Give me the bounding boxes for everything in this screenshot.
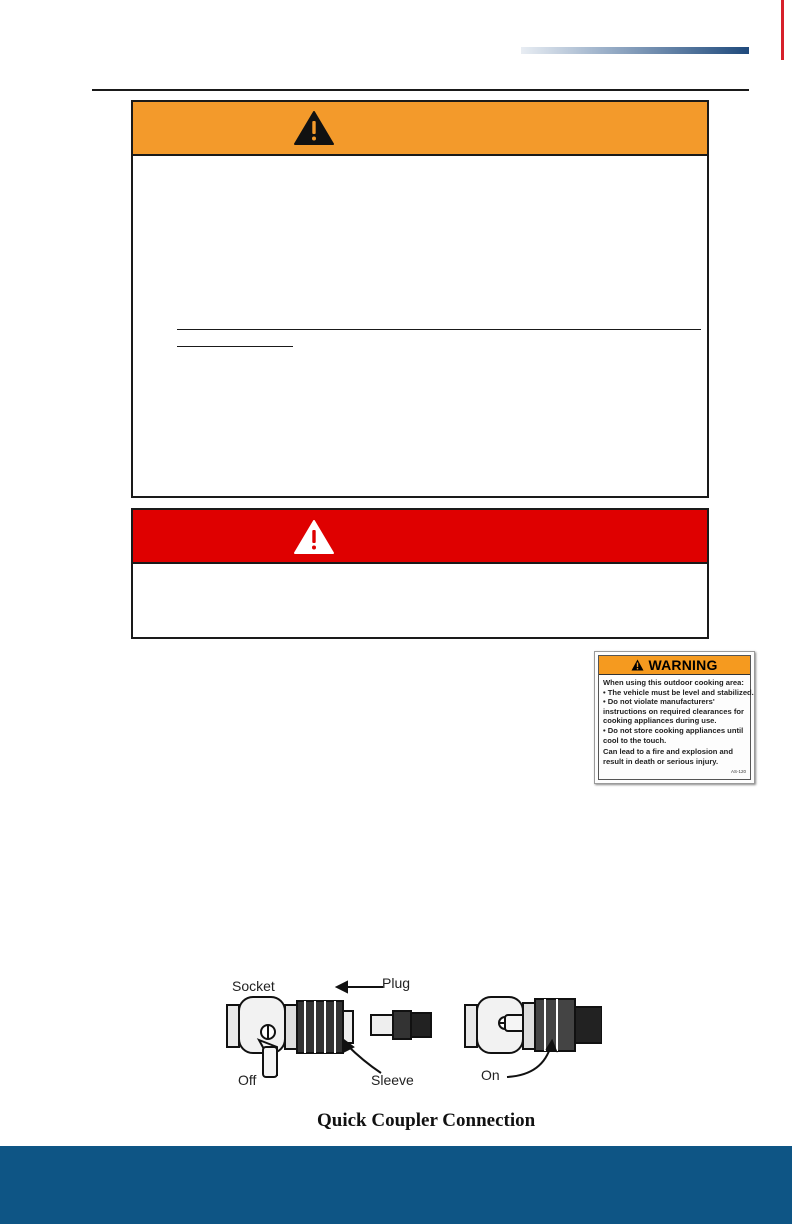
- footer-band: [0, 1146, 792, 1224]
- decal-line: When using this outdoor cooking area:: [603, 678, 744, 687]
- decal-line: • Do not violate manufacturers': [603, 697, 715, 707]
- warning-box: [131, 100, 709, 498]
- trim-mark-top: [781, 0, 784, 60]
- decal-header: [599, 656, 750, 675]
- decal-line: • Do not store cooking appliances until: [603, 725, 744, 735]
- coupler-label-sleeve: Sleeve: [371, 1072, 414, 1088]
- decal-title: WARNING: [648, 657, 718, 673]
- header-accent-bar: [521, 47, 749, 54]
- warning-decal: [594, 651, 755, 784]
- danger-header-band: [133, 510, 707, 564]
- warning-header-band: [133, 102, 707, 156]
- coupler-label-on: On: [481, 1067, 500, 1083]
- warning-triangle-icon: [631, 659, 644, 671]
- header-rule: [92, 89, 749, 91]
- decal-line: Can lead to a fire and explosion and: [603, 747, 733, 757]
- decal-line: result in death or serious injury.: [603, 756, 719, 766]
- coupler-label-plug: Plug: [382, 975, 411, 991]
- figure-caption: Quick Coupler Connection: [317, 1110, 536, 1131]
- coupler-label-socket: Socket: [232, 978, 275, 994]
- decal-line: cool to the touch.: [603, 735, 667, 745]
- warning-triangle-icon: [293, 519, 335, 555]
- decal-code: AS-120: [730, 769, 746, 774]
- warning-triangle-icon: [293, 110, 335, 146]
- underlined-text-rule: [177, 329, 701, 330]
- danger-box: [131, 508, 709, 639]
- underlined-text-rule: [177, 346, 293, 347]
- decal-line: instructions on required clearances for: [603, 706, 744, 716]
- coupler-label-off: Off: [238, 1072, 257, 1088]
- decal-line: • The vehicle must be level and stabilized.: [603, 687, 754, 697]
- decal-line: cooking appliances during use.: [603, 716, 717, 726]
